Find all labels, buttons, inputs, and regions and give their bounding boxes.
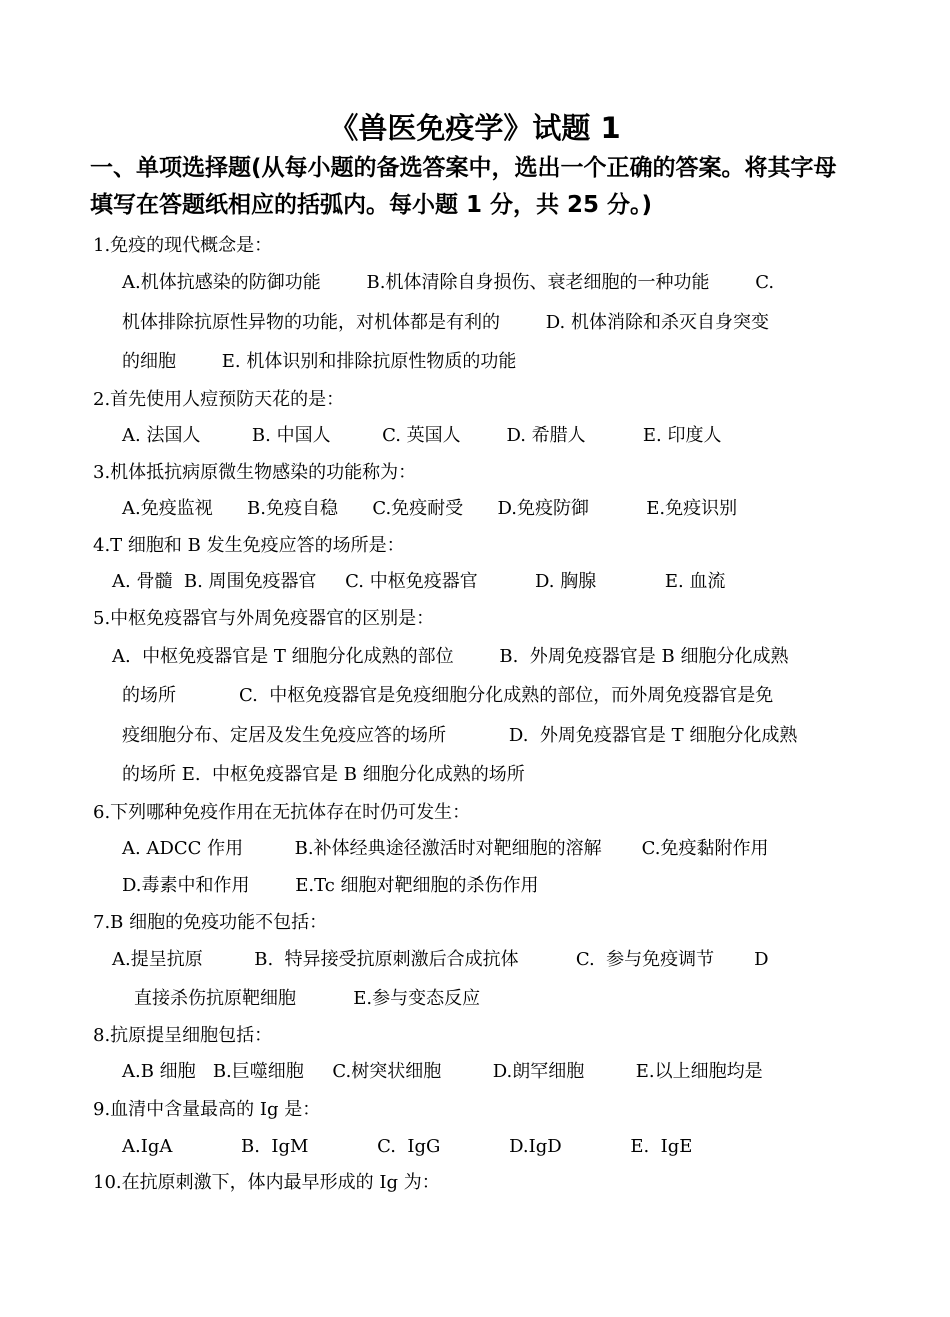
section-heading-line: 一、单项选择题(从每小题的备选答案中，选出一个正确的答案。将其字母 — [90, 155, 837, 181]
question-5-options-line: 疫细胞分布、定居及发生免疫应答的场所 D. 外周免疫器官是 T 细胞分化成熟 — [122, 725, 798, 746]
question-6-options-line: D.毒素中和作用 E.Tc 细胞对靶细胞的杀伤作用 — [122, 875, 539, 896]
section-heading — [90, 150, 870, 224]
question-3-stem: 3.机体抵抗病原微生物感染的功能称为： — [93, 462, 417, 483]
document-title: 《兽医免疫学》试题 1 — [329, 111, 621, 145]
question-3-options-line: A.免疫监视 B.免疫自稳 C.免疫耐受 D.免疫防御 E.免疫识别 — [122, 498, 738, 519]
question-7-stem: 7.B 细胞的免疫功能不包括： — [93, 912, 328, 933]
question-7-options-line: A.提呈抗原 B. 特异接受抗原刺激后合成抗体 C. 参与免疫调节 D — [112, 949, 769, 970]
question-8-stem: 8.抗原提呈细胞包括： — [93, 1025, 273, 1046]
question-1-options-line: A.机体抗感染的防御功能 B.机体清除自身损伤、衰老细胞的一种功能 C. — [122, 272, 775, 293]
question-2-options-line: A. 法国人 B. 中国人 C. 英国人 D. 希腊人 E. 印度人 — [122, 425, 722, 446]
question-2-stem: 2.首先使用人痘预防天花的是： — [93, 389, 345, 410]
question-6-options-line: A. ADCC 作用 B.补体经典途径激活时对靶细胞的溶解 C.免疫黏附作用 — [122, 838, 769, 859]
question-5-options-line: 的场所 E. 中枢免疫器官是 B 细胞分化成熟的场所 — [122, 764, 525, 785]
question-9-stem: 9.血清中含量最高的 Ig 是： — [93, 1099, 321, 1120]
question-5-options-line: A. 中枢免疫器官是 T 细胞分化成熟的部位 B. 外周免疫器官是 B 细胞分化成熟 — [112, 646, 789, 667]
question-4-options-line: A. 骨髓 B. 周围免疫器官 C. 中枢免疫器官 D. 胸腺 E. 血流 — [112, 571, 726, 592]
question-1-options-line: 的细胞 E. 机体识别和排除抗原性物质的功能 — [122, 351, 517, 372]
question-6-stem: 6.下列哪种免疫作用在无抗体存在时仍可发生： — [93, 802, 471, 823]
question-5-stem: 5.中枢免疫器官与外周免疫器官的区别是： — [93, 608, 435, 629]
question-4-stem: 4.T 细胞和 B 发生免疫应答的场所是： — [93, 535, 405, 556]
question-8-options-line: A.B 细胞 B.巨噬细胞 C.树突状细胞 D.朗罕细胞 E.以上细胞均是 — [122, 1061, 763, 1082]
section-heading-line: 填写在答题纸相应的括弧内。每小题 1 分，共 25 分。) — [90, 192, 653, 218]
question-7-options-line: 直接杀伤抗原靶细胞 E.参与变态反应 — [134, 988, 481, 1009]
question-10-stem: 10.在抗原刺激下，体内最早形成的 Ig 为： — [93, 1172, 440, 1193]
question-1-stem: 1.免疫的现代概念是： — [93, 235, 273, 256]
question-1-options-line: 机体排除抗原性异物的功能，对机体都是有利的 D. 机体消除和杀灭自身突变 — [122, 312, 770, 333]
question-5-options-line: 的场所 C. 中枢免疫器官是免疫细胞分化成熟的部位，而外周免疫器官是免 — [122, 685, 774, 706]
question-9-options-line: A.IgA B. IgM C. IgG D.IgD E. IgE — [122, 1136, 693, 1157]
